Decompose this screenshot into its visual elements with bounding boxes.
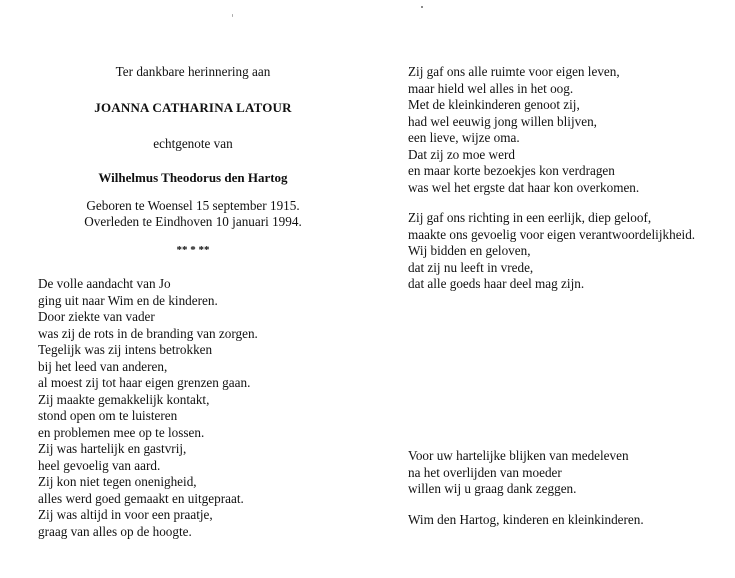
poem-line: een lieve, wijze oma. <box>408 130 520 145</box>
poem-line: dat zij nu leeft in vrede, <box>408 259 534 275</box>
poem-line: en problemen mee op te lossen. <box>38 424 205 440</box>
poem-line: Zij gaf ons richting in een eerlijk, diep geloof, <box>408 210 652 225</box>
family-signature: Wim den Hartog, kinderen en kleinkinderen. <box>408 512 644 527</box>
poem-line: al moest zij tot haar eigen grenzen gaan. <box>38 375 251 390</box>
poem-line: Zij was altijd in voor een praatje, <box>38 507 213 522</box>
thanks-line: Voor uw hartelijke blijken van medeleven <box>408 448 629 463</box>
poem-line: Zij kon niet tegen onenigheid, <box>38 474 197 489</box>
spouse-name: Wilhelmus Theodorus den Hartog <box>98 170 288 185</box>
thanks-line: willen wij u graag dank zeggen. <box>408 481 577 496</box>
poem-line: maakte ons gevoelig voor eigen verantwoordelijkheid. <box>408 226 696 242</box>
poem-line: Zij maakte gemakkelijk kontakt, <box>38 391 210 407</box>
stanza-one <box>408 64 639 196</box>
poem-line: Zij gaf ons alle ruimte voor eigen leven, <box>408 64 620 79</box>
paper-speck <box>421 6 423 8</box>
poem-line: dat alle goeds haar deel mag zijn. <box>408 276 585 291</box>
poem-left <box>38 276 258 540</box>
separator: ** * ** <box>176 244 210 256</box>
poem-line: en maar korte bezoekjes kon verdragen <box>408 163 615 178</box>
poem-line: Met de kleinkinderen genoot zij, <box>408 97 580 112</box>
poem-line: graag van alles op de hoogte. <box>38 523 192 539</box>
paper-speck <box>232 14 233 17</box>
dedication-line: Ter dankbare herinnering aan <box>115 64 271 79</box>
poem-line: Tegelijk was zij intens betrokken <box>38 342 213 357</box>
death-line: Overleden te Eindhoven 10 januari 1994. <box>84 214 302 229</box>
poem-line: maar hield wel alles in het oog. <box>408 80 574 96</box>
thanks-line: na het overlijden van moeder <box>408 464 562 480</box>
poem-line: Door ziekte van vader <box>38 309 155 324</box>
poem-line: Dat zij zo moe werd <box>408 146 515 162</box>
poem-line: ging uit naar Wim en de kinderen. <box>38 292 218 308</box>
poem-line: Wij bidden en geloven, <box>408 243 531 258</box>
poem-line: alles werd goed gemaakt en uitgepraat. <box>38 490 244 506</box>
poem-line: Zij was hartelijk en gastvrij, <box>38 441 187 456</box>
stanza-two <box>408 210 695 293</box>
poem-line: was wel het ergste dat haar kon overkomen. <box>408 179 640 195</box>
poem-line: was zij de rots in de branding van zorgen. <box>38 325 258 341</box>
poem-line: had wel eeuwig jong willen blijven, <box>408 113 597 129</box>
deceased-name: JOANNA CATHARINA LATOUR <box>94 100 292 115</box>
relation-line: echtgenote van <box>153 136 233 151</box>
thanks-block <box>408 448 629 498</box>
poem-line: stond open om te luisteren <box>38 408 178 423</box>
birth-line: Geboren te Woensel 15 september 1915. <box>86 198 300 213</box>
poem-line: bij het leed van anderen, <box>38 358 168 374</box>
poem-line: heel gevoelig van aard. <box>38 457 161 473</box>
poem-line: De volle aandacht van Jo <box>38 276 171 291</box>
